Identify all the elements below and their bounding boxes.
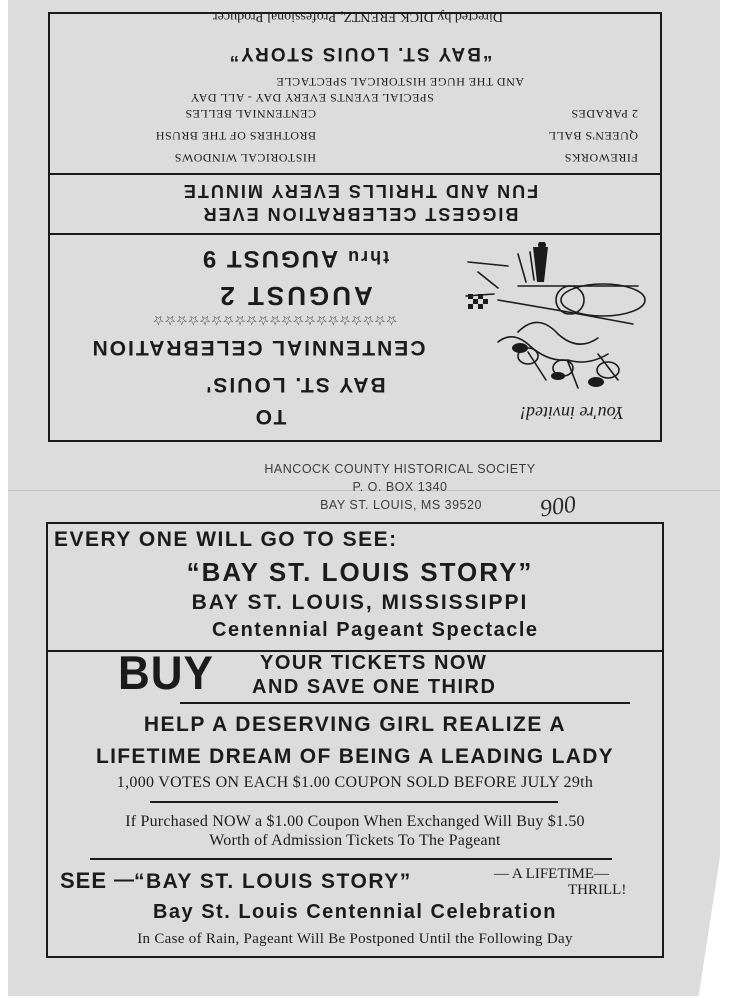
top-directed-by: Directed by DICK FRENTZ, Professional Producer [212,9,504,24]
top-bay: BAY ST. LOUIS' [204,373,386,396]
lifetime-line: LIFETIME DREAM OF BEING A LEADING LADY [95,745,614,768]
top-event-item: FIREWORKS [564,151,638,165]
stamp-line1: HANCOCK COUNTY HISTORICAL SOCIETY [264,462,536,476]
top-rule-2 [50,233,660,235]
top-event-item: BROTHERS OF THE BRUSH [155,129,316,143]
top-illustration [458,242,654,392]
a-lifetime: — A LIFETIME— [494,866,609,882]
top-invited: You're invited! [520,403,625,423]
thrill: THRILL! [568,882,627,898]
see-title: “BAY ST. LOUIS STORY” [134,870,412,893]
top-to: TO [253,405,287,428]
votes-line: 1,000 VOTES ON EACH $1.00 COUPON SOLD BEFORE JULY 29th [116,774,594,791]
bottom-rule-3 [150,801,558,803]
top-rule-1 [50,173,660,175]
coupon-line1: If Purchased NOW a $1.00 Coupon When Exchanged Will Buy $1.50 [125,813,585,830]
stamp-line3: BAY ST. LOUIS, MS 39520 [320,498,482,512]
handwritten-number: 900 [538,491,578,523]
top-fun-line2: BIGGEST CELEBRATION EVER [201,204,519,224]
bottom-centennial: Bay St. Louis Centennial Celebration [152,901,558,923]
every-one-heading: EVERY ONE WILL GO TO SEE: [54,528,398,551]
bottom-pageant: Centennial Pageant Spectacle [212,619,539,641]
coupon-line2: Worth of Admission Tickets To The Pageant [209,832,501,849]
top-fun-line1: FUN AND THRILLS EVERY MINUTE [181,181,539,201]
buy-heading: BUY [118,647,214,700]
top-event-item: QUEEN'S BALL [548,129,638,143]
top-story-title: “BAY ST. LOUIS STORY” [227,43,493,64]
bottom-rule-2 [180,702,630,704]
top-date-end: AUGUST 9 [200,245,339,272]
help-line: HELP A DESERVING GIRL REALIZE A [143,713,567,736]
top-stars: ☆☆☆☆☆☆☆☆☆☆☆☆☆☆☆☆☆☆☆☆☆ [152,313,398,328]
top-event-item: 2 PARADES [570,107,638,121]
top-date-thru: thru [346,247,390,267]
bottom-city: BAY ST. LOUIS, MISSISSIPPI [191,591,529,614]
top-date-line2 [130,244,460,272]
tickets-now: YOUR TICKETS NOW [260,652,488,674]
bottom-story-title: “BAY ST. LOUIS STORY” [186,557,534,587]
top-centennial: CENTENNIAL CELEBRATION [90,336,426,359]
rain-note: In Case of Rain, Pageant Will Be Postponed Until the Following Day [137,931,573,947]
see-word: SEE [60,868,108,893]
top-event-item: CENTENNIAL BELLES [184,107,316,121]
save-one-third: AND SAVE ONE THIRD [252,676,497,698]
top-special-events: SPECIAL EVENTS EVERY DAY - ALL DAY [190,91,434,105]
top-spectacle: AND THE HUGE HISTORICAL SPECTACLE [276,75,524,89]
bottom-rule-4 [90,858,612,860]
top-date-line1: AUGUST 2 [217,281,373,311]
top-event-item: HISTORICAL WINDOWS [174,151,316,165]
see-dash: — [114,869,134,891]
stamp-line2: P. O. BOX 1340 [352,480,448,494]
